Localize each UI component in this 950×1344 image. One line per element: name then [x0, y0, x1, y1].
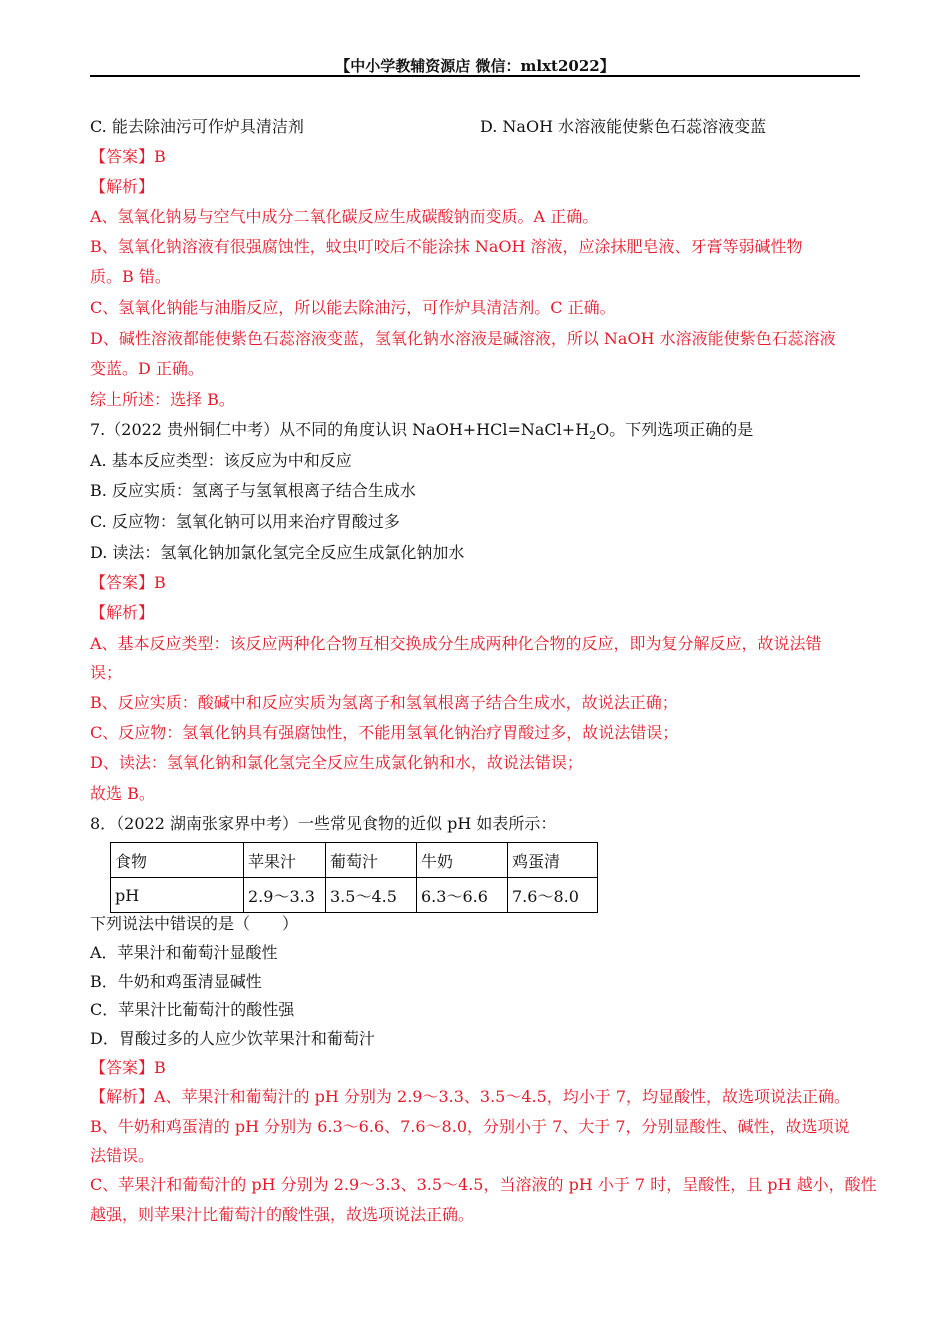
q7-option-b: B. 反应实质：氢离子与氢氧根离子结合生成水: [90, 481, 416, 500]
q6-answer: 【答案】B: [90, 147, 166, 166]
q8-option-b: B．牛奶和鸡蛋清显碱性: [90, 972, 262, 991]
table-row: [111, 878, 598, 913]
q6-analysis-line: A、氢氧化钠易与空气中成分二氧化碳反应生成碳酸钠而变质。A 正确。: [90, 207, 599, 226]
q8-option-c: C．苹果汁比葡萄汁的酸性强: [90, 1000, 295, 1019]
header-rule: [90, 75, 860, 77]
q6-analysis-line: B、氢氧化钠溶液有很强腐蚀性，蚊虫叮咬后不能涂抹 NaOH 溶液，应涂抹肥皂液、牙膏等弱碱性物: [90, 237, 803, 256]
ph-table: [110, 842, 598, 913]
q8-analysis-line: C、苹果汁和葡萄汁的 pH 分别为 2.9～3.3、3.5～4.5，当溶液的 pH 小于 7 时，呈酸性，且 pH 越小，酸性: [90, 1175, 877, 1194]
q8-analysis-line: 【解析】A、苹果汁和葡萄汁的 pH 分别为 2.9～3.3、3.5～4.5，均小于 7，均显酸性，故选项说法正确。: [90, 1087, 851, 1106]
q8-question: 下列说法中错误的是（ ）: [90, 914, 299, 933]
q6-option-c: C. 能去除油污可作炉具清洁剂: [90, 117, 304, 136]
table-cell: 7.6～8.0: [508, 878, 598, 913]
q7-option-d: D. 读法：氢氧化钠加氯化氢完全反应生成氯化钠加水: [90, 543, 465, 562]
q7-analysis-line: C、反应物：氢氧化钠具有强腐蚀性，不能用氢氧化钠治疗胃酸过多，故说法错误；: [90, 723, 679, 742]
q7-answer: 【答案】B: [90, 573, 166, 592]
table-header-cell: 葡萄汁: [326, 843, 417, 878]
table-cell: pH: [111, 878, 244, 913]
q8-answer: 【答案】B: [90, 1058, 166, 1077]
table-cell: 3.5～4.5: [326, 878, 417, 913]
q8-stem: 8．（2022 湖南张家界中考）一些常见食物的近似 pH 如表所示：: [90, 814, 557, 833]
q7-stem-after: O。下列选项正确的是: [596, 420, 754, 439]
q6-analysis-line: 质。B 错。: [90, 267, 171, 286]
q8-analysis-line: 越强，则苹果汁比葡萄汁的酸性强，故选项说法正确。: [90, 1205, 475, 1224]
q7-stem-subscript: 2: [589, 429, 597, 443]
q7-analysis-label: 【解析】: [90, 603, 155, 622]
q7-analysis-line: 误；: [90, 663, 123, 682]
q8-option-a: A．苹果汁和葡萄汁显酸性: [90, 943, 278, 962]
table-row: [111, 843, 598, 878]
q7-analysis-line: B、反应实质：酸碱中和反应实质为氢离子和氢氧根离子结合生成水，故说法正确；: [90, 693, 678, 712]
q8-analysis-line: 法错误。: [90, 1146, 155, 1165]
table-header-cell: 食物: [111, 843, 244, 878]
table-cell: 2.9～3.3: [244, 878, 326, 913]
q8-analysis-line: B、牛奶和鸡蛋清的 pH 分别为 6.3～6.6、7.6～8.0，分别小于 7、大于 7，分别显酸性、碱性，故选项说: [90, 1117, 850, 1136]
page-header: 【中小学教辅资源店 微信：mlxt2022】: [335, 57, 615, 75]
q7-analysis-conclusion: 故选 B。: [90, 784, 155, 803]
q6-analysis-line: D、碱性溶液都能使紫色石蕊溶液变蓝，氢氧化钠水溶液是碱溶液，所以 NaOH 水溶液能使紫色石蕊溶液: [90, 329, 836, 348]
q7-option-c: C. 反应物：氢氧化钠可以用来治疗胃酸过多: [90, 512, 400, 531]
table-header-cell: 苹果汁: [244, 843, 326, 878]
q7-option-a: A. 基本反应类型：该反应为中和反应: [90, 451, 352, 470]
table-header-cell: 鸡蛋清: [508, 843, 598, 878]
q8-option-d: D．胃酸过多的人应少饮苹果汁和葡萄汁: [90, 1029, 375, 1048]
q6-analysis-line: C、氢氧化钠能与油脂反应，所以能去除油污，可作炉具清洁剂。C 正确。: [90, 298, 616, 317]
q6-option-d: D. NaOH 水溶液能使紫色石蕊溶液变蓝: [480, 117, 767, 136]
q6-analysis-line: 变蓝。D 正确。: [90, 359, 204, 378]
q6-analysis-label: 【解析】: [90, 177, 155, 196]
q7-analysis-line: A、基本反应类型：该反应两种化合物互相交换成分生成两种化合物的反应，即为复分解反应，故说法错: [90, 634, 822, 653]
q7-stem: [90, 419, 753, 447]
q7-stem-before: 7.（2022 贵州铜仁中考）从不同的角度认识 NaOH+HCl=NaCl+H: [90, 420, 590, 439]
table-header-cell: 牛奶: [417, 843, 508, 878]
q7-analysis-line: D、读法：氢氧化钠和氯化氢完全反应生成氯化钠和水，故说法错误；: [90, 753, 583, 772]
q6-analysis-summary: 综上所述：选择 B。: [90, 390, 235, 409]
table-cell: 6.3～6.6: [417, 878, 508, 913]
